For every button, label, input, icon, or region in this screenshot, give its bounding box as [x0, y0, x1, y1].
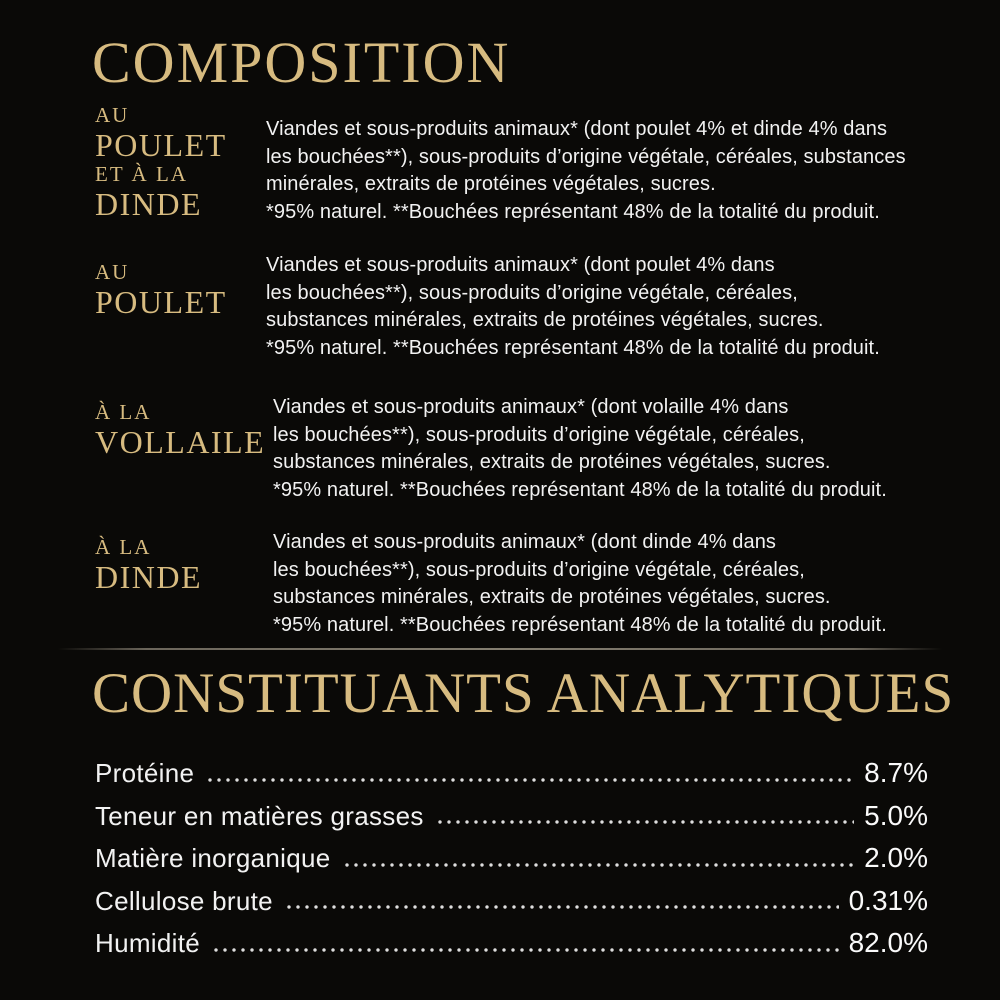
analytical-label: Humidité [95, 928, 200, 958]
composition-section-a-la-dinde [95, 529, 930, 639]
analytical-label: Cellulose brute [95, 885, 273, 916]
section-label-line: AU [95, 103, 130, 127]
composition-text-line: substances minérales, extraits de protéines végétales, sucres. [273, 451, 831, 473]
analytical-value: 0.31% [848, 884, 928, 916]
section-label [95, 103, 263, 221]
section-body [273, 394, 930, 504]
composition-text-line: *95% naturel. **Bouchées représentant 48% de la totalité du produit. [266, 336, 880, 359]
section-label-line: DINDE [95, 186, 203, 222]
section-body [273, 529, 930, 639]
analytical-row-humidite [95, 922, 928, 965]
analytical-label: Protéine [95, 758, 195, 788]
analytical-constituents-title: CONSTITUANTS ANALYTIQUES [92, 662, 955, 725]
dotted-leader [214, 948, 839, 952]
analytical-value: 5.0% [864, 799, 928, 831]
dotted-leader [438, 820, 855, 824]
analytical-constituents-table [95, 752, 928, 965]
composition-text-line: les bouchées**), sous-produits d’origine végétale, céréales, [266, 281, 798, 304]
section-body [266, 116, 930, 226]
dotted-leader [345, 863, 855, 867]
section-label [95, 535, 263, 594]
composition-text-line: minérales, extraits de protéines végétales, sucres. [266, 173, 716, 195]
section-label-line: POULET [95, 284, 227, 320]
section-label [95, 400, 266, 460]
composition-text-line: Viandes et sous-produits animaux* (dont dinde 4% dans [273, 531, 777, 553]
composition-section-au-poulet-et-a-la-dinde [95, 103, 930, 226]
composition-text-line: substances minérales, extraits de protéines végétales, sucres. [273, 586, 831, 608]
section-label-line: DINDE [95, 559, 203, 595]
composition-text-line: les bouchées**), sous-produits d’origine végétale, céréales, [273, 423, 805, 446]
composition-text-line: *95% naturel. **Bouchées représentant 48% de la totalité du produit. [273, 613, 887, 636]
composition-section-a-la-vollaile [95, 394, 930, 504]
composition-text-line: Viandes et sous-produits animaux* (dont poulet 4% et dinde 4% dans [266, 118, 888, 140]
composition-text-line: Viandes et sous-produits animaux* (dont poulet 4% dans [266, 254, 775, 276]
composition-title: COMPOSITION [92, 30, 511, 95]
dotted-leader [287, 905, 839, 909]
section-label-line: POULET [95, 127, 227, 163]
composition-text-line: *95% naturel. **Bouchées représentant 48% de la totalité du produit. [266, 200, 880, 223]
section-label-line: VOLLAILE [95, 424, 266, 460]
analytical-row-cellulose-brute [95, 880, 928, 923]
section-label [95, 260, 263, 319]
analytical-row-matieres-grasses [95, 795, 928, 838]
composition-text-line: substances minérales, extraits de protéines végétales, sucres. [266, 309, 824, 331]
composition-text-line: les bouchées**), sous-produits d’origine végétale, céréales, [273, 558, 805, 581]
section-divider [58, 648, 942, 650]
analytical-value: 8.7% [864, 757, 928, 788]
composition-text-line: *95% naturel. **Bouchées représentant 48% de la totalité du produit. [273, 478, 887, 501]
section-label-line: AU [95, 260, 130, 284]
analytical-label: Teneur en matières grasses [95, 800, 424, 831]
analytical-label: Matière inorganique [95, 843, 331, 873]
section-label-line: À LA [95, 400, 152, 424]
composition-text-line: les bouchées**), sous-produits d’origine végétale, céréales, substances [266, 145, 906, 168]
section-label-line: À LA [95, 535, 152, 559]
section-label-line: ET À LA [95, 162, 188, 186]
analytical-row-proteine [95, 752, 928, 795]
composition-section-au-poulet [95, 252, 930, 362]
analytical-row-matiere-inorganique [95, 837, 928, 880]
dotted-leader [208, 778, 854, 782]
section-body [266, 252, 930, 362]
composition-text-line: Viandes et sous-produits animaux* (dont volaille 4% dans [273, 396, 789, 418]
analytical-value: 2.0% [864, 842, 928, 873]
analytical-value: 82.0% [848, 927, 928, 958]
